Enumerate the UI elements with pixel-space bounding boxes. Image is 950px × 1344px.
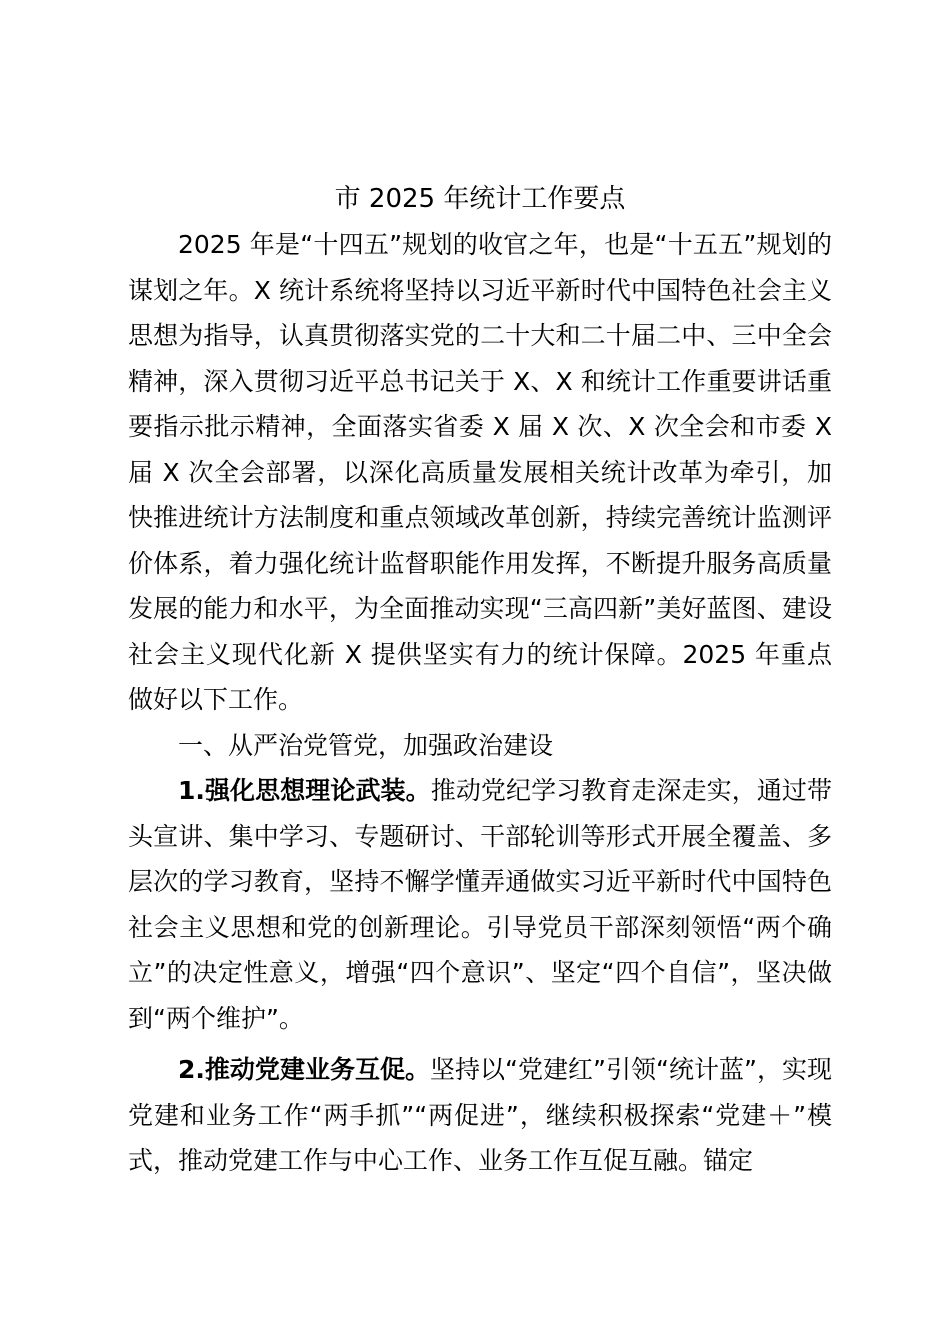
item-1-paragraph [128, 768, 832, 1041]
item-2-paragraph [128, 1047, 832, 1184]
item-2-body: 坚持以“党建红”引领“统计蓝”，实现党建和业务工作“两手抓”“两促进”，继续积极探索“党建＋”模式，推动党建工作与中心工作、业务工作互促互融。锚定 [128, 1055, 832, 1175]
intro-paragraph: 2025 年是“十四五”规划的收官之年，也是“十五五”规划的谋划之年。X 统计系统将坚持以习近平新时代中国特色社会主义思想为指导，认真贯彻落实党的二十大和二十届二中、三中全会精神，深入贯彻习近平总书记关于 X、X 和统计工作重要讲话重要指示批示精神，全面落实省委 X 届 X 次、X 次全会和市委 X 届 X 次全会部署，以深化高质量发展相关统计改革为牵引，加快推进统计方法制度和重点领域改革创新，持续完善统计监测评价体系，着力强化统计监督职能作用发挥，不断提升服务高质量发展的能力和水平，为全面推动实现“三高四新”美好蓝图、建设社会主义现代化新 X 提供坚实有力的统计保障。2025 年重点做好以下工作。 [128, 230, 832, 714]
document-body [128, 176, 832, 1184]
document-title: 市 2025 年统计工作要点 [334, 184, 626, 214]
item-1-body: 推动党纪学习教育走深走实，通过带头宣讲、集中学习、专题研讨、干部轮训等形式开展全覆盖、多层次的学习教育，坚持不懈学懂弄通做实习近平新时代中国特色社会主义思想和党的创新理论。引导党员干部深刻领悟“两个确立”的决定性意义，增强“四个意识”、坚定“四个自信”，坚决做到“两个维护”。 [128, 776, 832, 1033]
section-heading-1: 一、从严治党管党，加强政治建设 [178, 730, 554, 760]
item-2-lead: 2.推动党建业务互促。 [178, 1055, 430, 1084]
item-1-lead: 1.强化思想理论武装。 [178, 776, 431, 805]
